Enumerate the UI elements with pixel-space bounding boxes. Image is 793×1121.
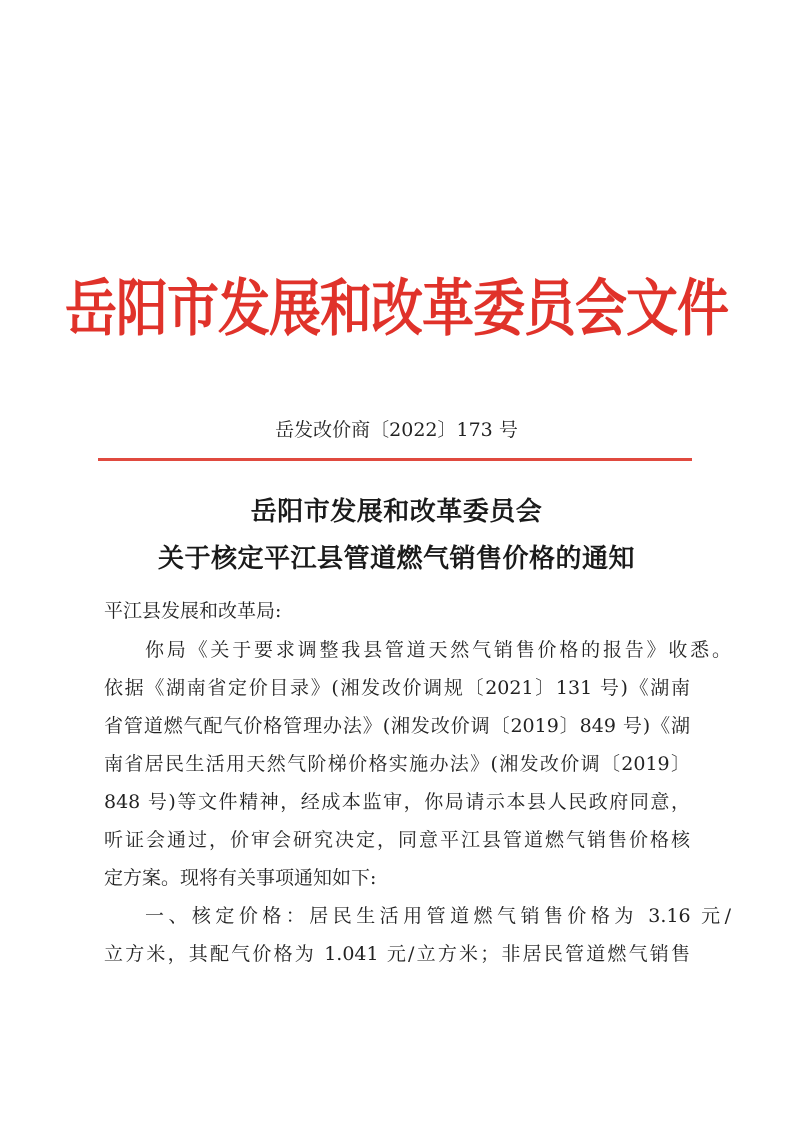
body-line: 定方案。现将有关事项通知如下: <box>104 867 377 889</box>
notice-title-line-1: 岳阳市发展和改革委员会 <box>250 497 543 527</box>
body-line: 南省居民生活用天然气阶梯价格实施办法》(湘发改价调〔2019〕 <box>104 753 690 775</box>
body-line: 省管道燃气配气价格管理办法》(湘发改价调〔2019〕849 号)《湖 <box>104 715 690 737</box>
body-line: 你局《关于要求调整我县管道天然气销售价格的报告》收悉。 <box>145 639 731 661</box>
body-line: 立方米，其配气价格为 1.041 元/立方米；非居民管道燃气销售 <box>104 943 690 965</box>
body-line: 848 号)等文件精神，经成本监审，你局请示本县人民政府同意， <box>104 791 690 813</box>
body-line: 依据《湖南省定价目录》(湘发改价调规〔2021〕131 号)《湖南 <box>104 677 690 699</box>
document-header-title: 岳阳市发展和改革委员会文件 <box>64 273 728 345</box>
document-number: 岳发改价商〔2022〕173 号 <box>275 419 518 441</box>
red-separator-line <box>98 458 692 461</box>
body-line: 听证会通过，价审会研究决定，同意平江县管道燃气销售价格核 <box>104 829 690 851</box>
addressee: 平江县发展和改革局: <box>104 600 282 622</box>
body-line: 一、核定价格：居民生活用管道燃气销售价格为 3.16 元/ <box>145 905 731 927</box>
notice-title-line-2: 关于核定平江县管道燃气销售价格的通知 <box>157 544 635 574</box>
